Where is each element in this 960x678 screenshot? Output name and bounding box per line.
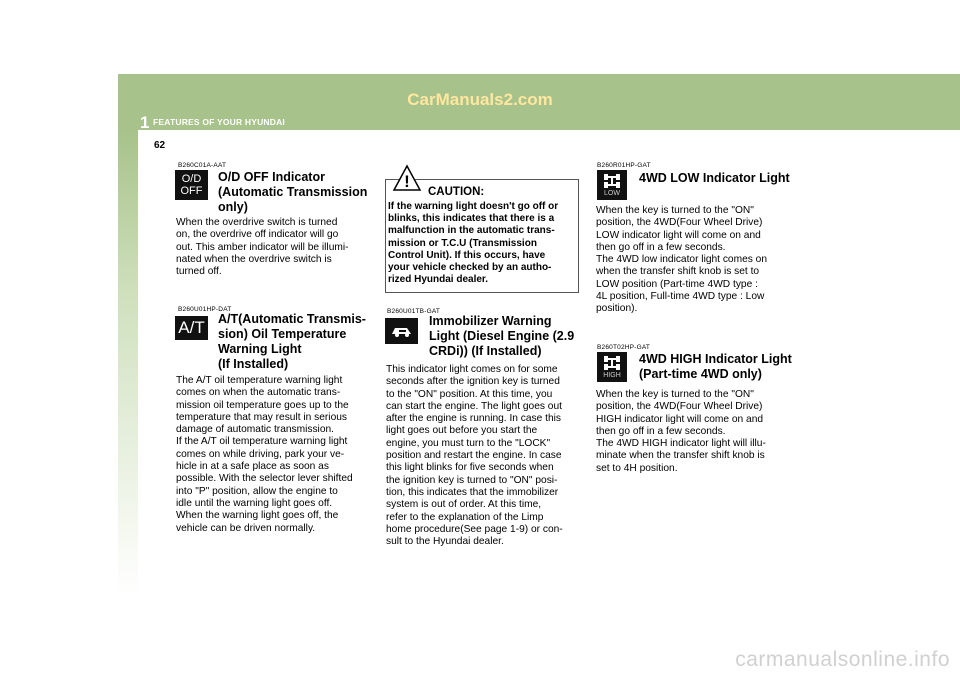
body-line: home procedure(See page 1-9) or con-	[386, 523, 563, 535]
body-line: sult to the Hyundai dealer.	[386, 536, 504, 548]
chapter-number: 1	[140, 113, 150, 132]
body-line: position and restart the engine. In case	[386, 450, 562, 462]
caution-line: Control Unit). If this occurs, have	[388, 249, 546, 261]
title-line: (If Installed)	[218, 357, 289, 371]
body-line: When the warning light goes off, the	[176, 510, 339, 522]
body-line: temperature that may result in serious	[176, 411, 347, 423]
title-line: (Part-time 4WD only)	[639, 367, 762, 381]
body-line: idle until the warning light goes off.	[176, 497, 333, 509]
warning-triangle-icon	[392, 164, 422, 192]
caution-line: If the warning light doesn't go off or	[388, 201, 559, 212]
body-line: mission oil temperature goes up to the	[176, 399, 349, 411]
section-body	[596, 205, 786, 316]
title-line: O/D OFF Indicator	[218, 170, 325, 184]
site-watermark: CarManuals2.com	[407, 90, 553, 109]
caution-line: mission or T.C.U (Transmission	[388, 237, 537, 249]
section-body	[596, 389, 786, 475]
body-line: system is out of order. At this time,	[386, 499, 542, 511]
body-line: 4L position, Full-time 4WD type : Low	[596, 291, 765, 303]
section-code: B260R01HP-GAT	[597, 162, 651, 169]
body-line: vehicle can be driven normally.	[176, 522, 316, 534]
body-line: tion, this indicates that the immobilizer	[386, 486, 559, 498]
body-line: the ignition key is turned to "ON" posi-	[386, 474, 558, 486]
title-line: 4WD LOW Indicator Light	[639, 171, 790, 185]
icon-text: O/D	[181, 173, 202, 185]
body-line: When the key is turned to the "ON"	[596, 205, 754, 216]
body-line: position).	[596, 303, 638, 315]
body-line: position, the 4WD(Four Wheel Drive)	[596, 217, 763, 229]
caution-line: rized Hyundai dealer.	[388, 274, 489, 286]
body-line: LOW position (Part-time 4WD type :	[596, 278, 758, 290]
body-line: on, the overdrive off indicator will go	[176, 229, 339, 241]
section-code: B260U01TB-GAT	[387, 308, 441, 315]
body-line: nated when the overdrive switch is	[176, 253, 332, 265]
at-temperature-icon: A/T	[175, 316, 208, 340]
4wd-low-icon	[597, 170, 627, 200]
title-line: only)	[218, 200, 248, 214]
title-line: (Automatic Transmission	[218, 185, 368, 199]
body-line: hicle in at a safe place as soon as	[176, 461, 329, 473]
body-line: set to 4H position.	[596, 462, 678, 474]
4wd-high-icon	[597, 352, 627, 382]
svg-text:!: !	[404, 172, 410, 191]
section-code: B260T02HP-GAT	[597, 344, 651, 351]
side-band	[118, 130, 138, 678]
page-number: 62	[154, 140, 166, 151]
title-line: 4WD HIGH Indicator Light	[639, 352, 792, 366]
body-line: The A/T oil temperature warning light	[176, 375, 343, 386]
body-line: minate when the transfer shift knob is	[596, 450, 765, 462]
od-off-icon	[175, 170, 208, 200]
body-line: can start the engine. The light goes out	[386, 400, 562, 412]
body-line: comes on while driving, park your ve-	[176, 448, 345, 460]
section-body	[176, 217, 366, 278]
drivetrain-icon	[603, 173, 621, 189]
body-line: seconds after the ignition key is turned	[386, 376, 560, 388]
caution-line: malfunction in the automatic trans-	[388, 225, 555, 237]
section-code: B260U01HP-DAT	[178, 306, 232, 313]
section-title	[639, 352, 792, 382]
section-title	[218, 312, 366, 372]
body-line: refer to the explanation of the Limp	[386, 511, 544, 523]
body-line: after the engine is running. In case this	[386, 413, 561, 425]
body-line: When the key is turned to the "ON"	[596, 389, 754, 400]
body-line: When the overdrive switch is turned	[176, 217, 338, 228]
title-line: Immobilizer Warning	[429, 314, 552, 328]
body-line: to the "ON" position. At this time, you	[386, 388, 553, 400]
section-body	[176, 375, 366, 535]
body-line: out. This amber indicator will be illumi-	[176, 241, 349, 253]
footer-watermark: carmanualsonline.info	[735, 648, 950, 671]
body-line: The 4WD low indicator light comes on	[596, 254, 767, 266]
body-line: engine, you must turn to the "LOCK"	[386, 437, 551, 449]
caution-text	[388, 201, 576, 286]
body-line: comes on when the automatic trans-	[176, 387, 341, 399]
section-title	[218, 170, 367, 215]
caution-line: your vehicle checked by an autho-	[388, 262, 552, 274]
body-line: then go off in a few seconds.	[596, 425, 726, 437]
caution-title: CAUTION:	[428, 186, 485, 198]
body-line: HIGH indicator light will come on and	[596, 413, 764, 425]
immobilizer-icon	[385, 318, 418, 344]
section-code: B260C01A-AAT	[178, 162, 227, 169]
caution-line: blinks, this indicates that there is a	[388, 213, 555, 225]
title-line: Warning Light	[218, 342, 302, 356]
title-line: CRDi)) (If Installed)	[429, 344, 542, 358]
title-line: Light (Diesel Engine (2.9	[429, 329, 575, 343]
body-line: If the A/T oil temperature warning light	[176, 436, 348, 448]
chapter-title: FEATURES OF YOUR HYUNDAI	[153, 117, 285, 127]
title-line: A/T(Automatic Transmis-	[218, 312, 366, 326]
body-line: The 4WD HIGH indicator light will illu-	[596, 438, 766, 450]
icon-label: HIGH	[603, 372, 621, 379]
body-line: this light blinks for five seconds when	[386, 462, 554, 474]
section-title	[639, 171, 790, 186]
body-line: This indicator light comes on for some	[386, 364, 558, 375]
body-line: when the transfer shift knob is set to	[596, 266, 760, 278]
body-line: turned off.	[176, 266, 222, 278]
drivetrain-icon	[603, 355, 621, 371]
body-line: damage of automatic transmission.	[176, 424, 334, 436]
body-line: then go off in a few seconds.	[596, 241, 726, 253]
icon-text: OFF	[180, 185, 203, 197]
car-key-icon	[390, 324, 414, 338]
section-title	[429, 314, 574, 359]
body-line: LOW indicator light will come on and	[596, 229, 761, 241]
section-body	[386, 364, 576, 548]
body-line: light goes out before you start the	[386, 425, 538, 437]
body-line: position, the 4WD(Four Wheel Drive)	[596, 401, 763, 413]
title-line: sion) Oil Temperature	[218, 327, 347, 341]
icon-label: LOW	[604, 190, 620, 197]
body-line: into "P" position, allow the engine to	[176, 485, 338, 497]
body-line: possible. With the selector lever shifted	[176, 473, 353, 485]
